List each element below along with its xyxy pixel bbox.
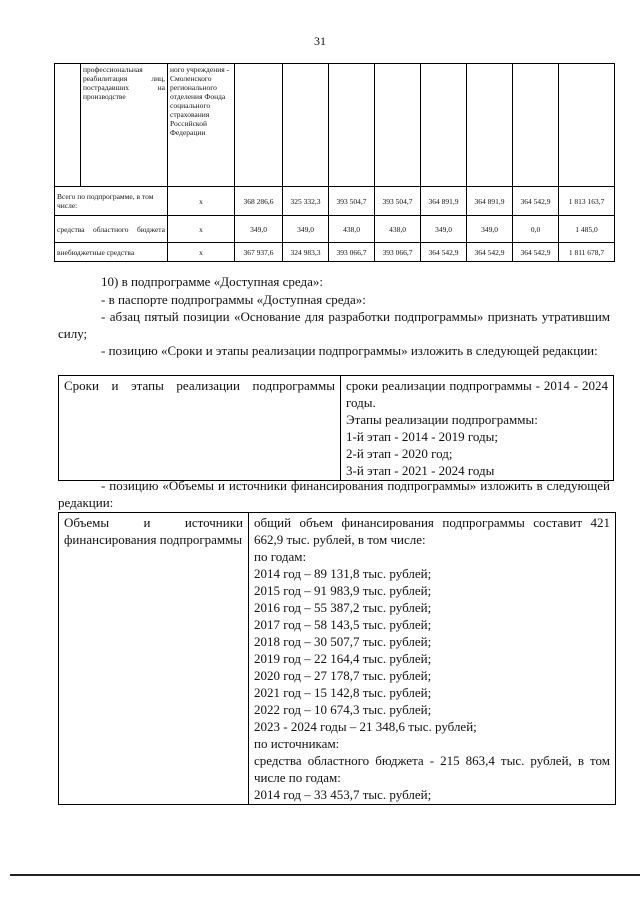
funding-line: 2018 год – 30 507,7 тыс. рублей; — [254, 634, 432, 649]
regional-value: 1 485,0 — [559, 216, 615, 243]
paragraph: 10) в подпрограмме «Доступная среда»: — [101, 274, 323, 289]
total-value: 325 332,3 — [283, 187, 329, 216]
offbudget-value: 393 066,7 — [375, 243, 421, 262]
regional-x: x — [168, 216, 235, 243]
funding-line: 2014 год – 89 131,8 тыс. рублей; — [254, 566, 432, 581]
regional-value: 349,0 — [235, 216, 283, 243]
funding-label: Объемы и источники финансирования подпрограммы — [59, 513, 249, 805]
regional-value: 349,0 — [283, 216, 329, 243]
terms-line: 2-й этап - 2020 год; — [346, 446, 453, 461]
funding-line: 2021 год – 15 142,8 тыс. рублей; — [254, 685, 432, 700]
funding-line: 2023 - 2024 годы – 21 348,6 тыс. рублей; — [254, 719, 477, 734]
offbudget-value: 364 542,9 — [513, 243, 559, 262]
total-value: 364 542,9 — [513, 187, 559, 216]
table-cell-empty — [55, 64, 81, 187]
offbudget-label: внебюджетные средства — [55, 243, 168, 262]
terms-line: 3-й этап - 2021 - 2024 годы — [346, 463, 495, 478]
total-value: 364 891,9 — [421, 187, 467, 216]
regional-value: 349,0 — [421, 216, 467, 243]
funding-line: 2017 год – 58 143,5 тыс. рублей; — [254, 617, 432, 632]
regional-value: 438,0 — [375, 216, 421, 243]
paragraph: - в паспорте подпрограммы «Доступная среда»: — [101, 292, 366, 307]
paragraph: - позицию «Объемы и источники финансирования подпрограммы» изложить в следующей редакции: — [58, 478, 610, 510]
total-value: 1 813 163,7 — [559, 187, 615, 216]
total-value: 393 504,7 — [375, 187, 421, 216]
table-row-total — [55, 187, 615, 216]
table-row — [59, 513, 616, 805]
terms-line: Этапы реализации подпрограммы: — [346, 412, 538, 427]
total-value: 393 504,7 — [329, 187, 375, 216]
terms-label: Сроки и этапы реализации подпрограммы — [59, 376, 341, 481]
funding-line: 2022 год – 10 674,3 тыс. рублей; — [254, 702, 432, 717]
page-number: 31 — [314, 34, 326, 48]
table-row-offbudget — [55, 243, 615, 262]
terms-line: 1-й этап - 2014 - 2019 годы; — [346, 429, 499, 444]
regional-value: 0,0 — [513, 216, 559, 243]
regional-value: 349,0 — [467, 216, 513, 243]
funding-line: 2015 год – 91 983,9 тыс. рублей; — [254, 583, 432, 598]
terms-content — [341, 376, 614, 481]
funding-line: по источникам: — [254, 736, 340, 751]
funding-line: 2016 год – 55 387,2 тыс. рублей; — [254, 600, 432, 615]
funding-line: 2020 год – 27 178,7 тыс. рублей; — [254, 668, 432, 683]
funding-content — [249, 513, 616, 805]
offbudget-value: 364 542,9 — [467, 243, 513, 262]
terms-table — [58, 375, 614, 481]
financing-table — [54, 63, 615, 262]
executor-cell: ного учреждения - Смоленского регионального отделения Фонда социального страхования Российской Федерации — [168, 64, 235, 187]
funding-line: 2014 год – 33 453,7 тыс. рублей; — [254, 787, 432, 802]
regional-value: 438,0 — [329, 216, 375, 243]
paragraph: - позицию «Сроки и этапы реализации подпрограммы» изложить в следующей редакции: — [101, 343, 598, 358]
total-value: 364 891,9 — [467, 187, 513, 216]
regional-label: средства областного бюджета — [55, 216, 168, 243]
total-x: x — [168, 187, 235, 216]
measure-name-cell: профессиональная реабилитация лиц, пострадавших на производстве — [81, 64, 168, 187]
table-row-regional — [55, 216, 615, 243]
offbudget-value: 324 983,3 — [283, 243, 329, 262]
funding-line: общий объем финансирования подпрограммы составит 421 662,9 тыс. рублей, в том числе: — [254, 515, 610, 547]
funding-line: 2019 год – 22 164,4 тыс. рублей; — [254, 651, 432, 666]
table-row-continued — [55, 64, 615, 187]
total-value: 368 286,6 — [235, 187, 283, 216]
funding-line: по годам: — [254, 549, 307, 564]
offbudget-value: 393 066,7 — [329, 243, 375, 262]
offbudget-x: x — [168, 243, 235, 262]
table-row — [59, 376, 614, 481]
offbudget-value: 1 811 678,7 — [559, 243, 615, 262]
funding-table — [58, 512, 616, 805]
funding-line: средства областного бюджета - 215 863,4 тыс. рублей, в том числе по годам: — [254, 753, 610, 785]
total-label: Всего по подпрограмме, в том числе: — [55, 187, 168, 216]
offbudget-value: 364 542,9 — [421, 243, 467, 262]
footer-rule — [10, 874, 640, 876]
paragraph: - абзац пятый позиции «Основание для разработки подпрограммы» признать утратившим силу; — [58, 309, 610, 341]
offbudget-value: 367 937,6 — [235, 243, 283, 262]
terms-line: сроки реализации подпрограммы - 2014 - 2024 годы. — [346, 378, 608, 410]
